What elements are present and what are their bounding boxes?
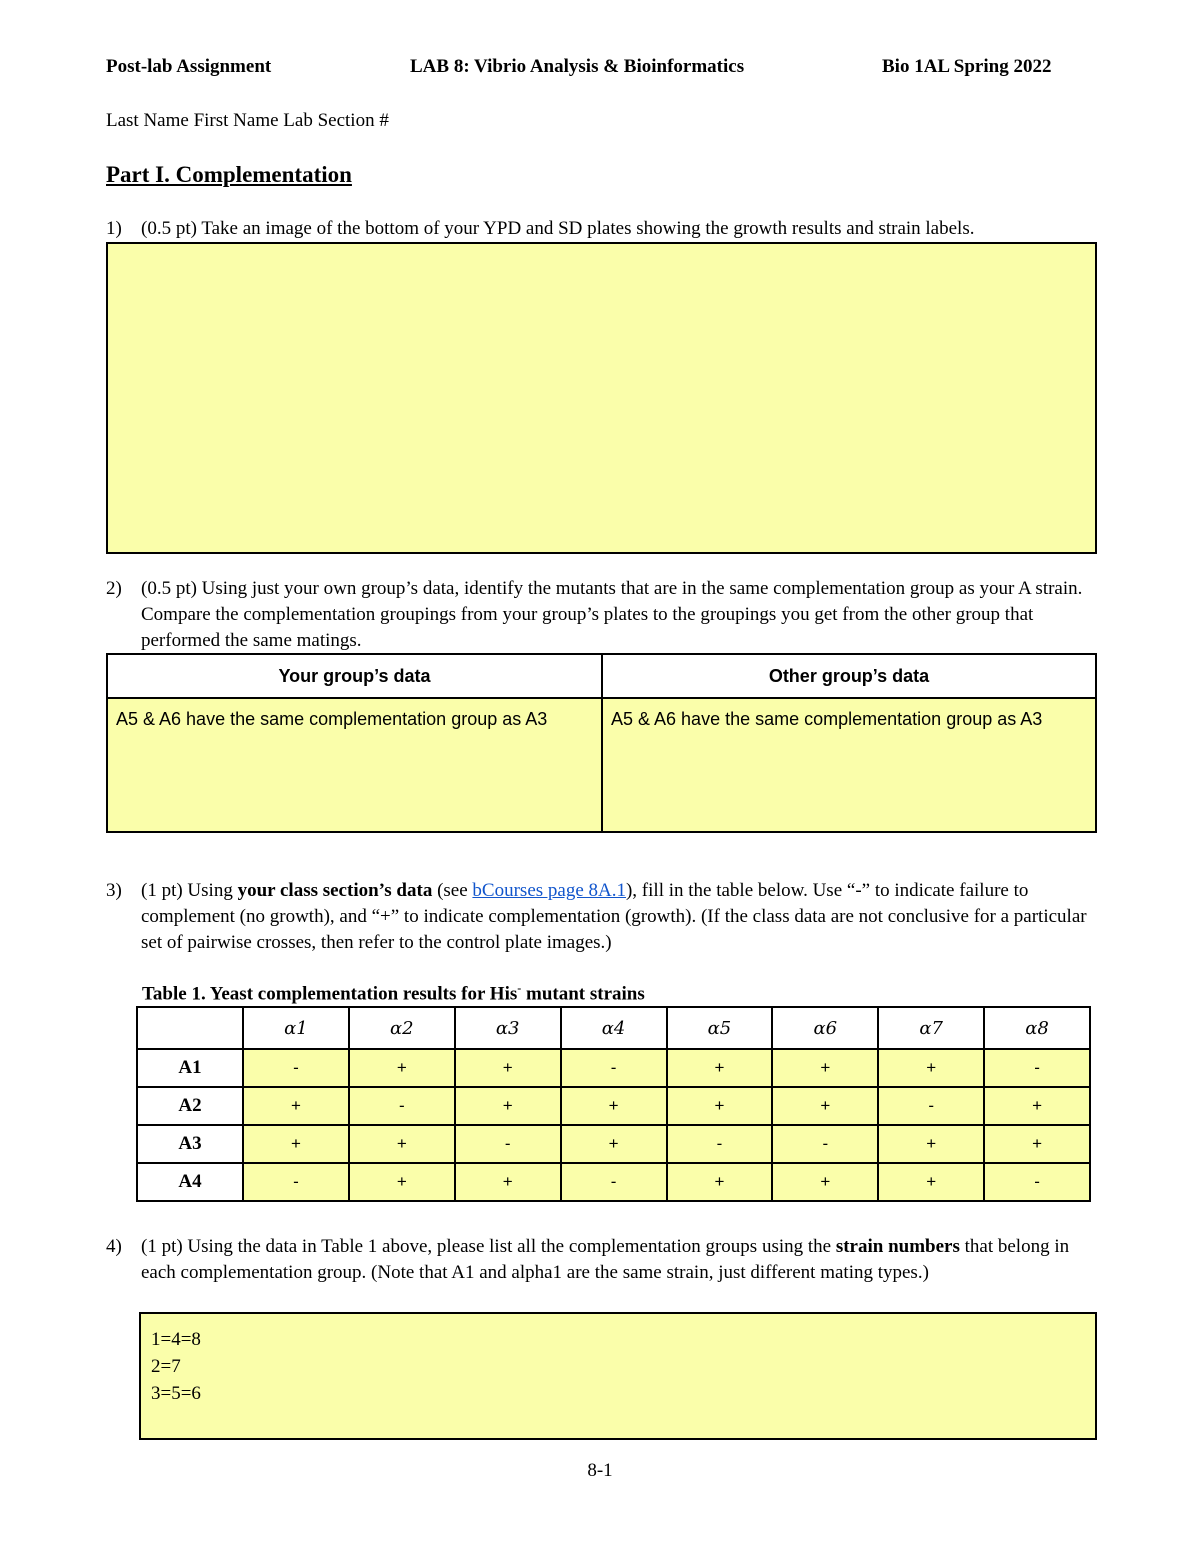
question-1 — [106, 216, 1096, 242]
row-header: A4 — [137, 1163, 243, 1201]
answer-4-line: 2=7 — [151, 1356, 181, 1377]
result-cell[interactable]: - — [349, 1087, 455, 1125]
question-4-number: 4) — [106, 1236, 122, 1257]
row-header: A3 — [137, 1125, 243, 1163]
your-group-answer[interactable]: A5 & A6 have the same complementation group as A3 — [107, 698, 602, 832]
result-cell[interactable]: - — [878, 1087, 984, 1125]
result-cell[interactable]: - — [667, 1125, 773, 1163]
column-header-alpha3: α3 — [455, 1007, 561, 1049]
result-cell[interactable]: - — [455, 1125, 561, 1163]
question-3-text-a: (1 pt) Using — [141, 880, 238, 901]
column-header-alpha5: α5 — [667, 1007, 773, 1049]
table-row — [137, 1163, 1090, 1201]
result-cell[interactable]: + — [455, 1049, 561, 1087]
result-cell[interactable]: - — [984, 1049, 1090, 1087]
question-4-text-a: (1 pt) Using the data in Table 1 above, please list all the complementation groups using the — [141, 1236, 836, 1257]
result-cell[interactable]: + — [455, 1087, 561, 1125]
other-group-header: Other group’s data — [602, 654, 1096, 698]
result-cell[interactable]: + — [561, 1125, 667, 1163]
question-2-number: 2) — [106, 578, 122, 599]
table-corner-cell — [137, 1007, 243, 1049]
column-header-alpha2: α2 — [349, 1007, 455, 1049]
question-2-text: (0.5 pt) Using just your own group’s data, identify the mutants that are in the same complementation group as your A strain. Compare the complementation groupings from your group’s plates to the groupings you get from the other group that performed the same matings. — [141, 578, 1083, 651]
question-3-text — [141, 878, 1096, 956]
group-comparison-table — [106, 653, 1097, 833]
bcourses-link[interactable]: bCourses page 8A.1 — [472, 880, 626, 901]
table-row — [137, 1087, 1090, 1125]
question-1-text: (0.5 pt) Take an image of the bottom of your YPD and SD plates showing the growth results and strain labels. — [141, 218, 975, 239]
question-3 — [106, 878, 1096, 956]
result-cell[interactable]: + — [349, 1125, 455, 1163]
result-cell[interactable]: - — [984, 1163, 1090, 1201]
answer-1-image-box[interactable] — [106, 242, 1097, 554]
row-header: A2 — [137, 1087, 243, 1125]
result-cell[interactable]: + — [984, 1087, 1090, 1125]
column-header-alpha7: α7 — [878, 1007, 984, 1049]
result-cell[interactable]: + — [667, 1087, 773, 1125]
result-cell[interactable]: + — [667, 1163, 773, 1201]
header-left: Post-lab Assignment — [106, 56, 272, 77]
column-header-alpha4: α4 — [561, 1007, 667, 1049]
result-cell[interactable]: + — [772, 1163, 878, 1201]
result-cell[interactable]: - — [243, 1049, 349, 1087]
table-row — [137, 1125, 1090, 1163]
result-cell[interactable]: - — [772, 1125, 878, 1163]
answer-4-line: 3=5=6 — [151, 1383, 201, 1404]
question-3-text-bold: your class section’s data — [237, 880, 433, 901]
result-cell[interactable]: + — [243, 1087, 349, 1125]
table-row — [137, 1049, 1090, 1087]
your-group-header: Your group’s data — [107, 654, 602, 698]
question-1-number: 1) — [106, 218, 122, 239]
result-cell[interactable]: + — [772, 1087, 878, 1125]
result-cell[interactable]: + — [878, 1125, 984, 1163]
result-cell[interactable]: + — [455, 1163, 561, 1201]
result-cell[interactable]: + — [984, 1125, 1090, 1163]
result-cell[interactable]: + — [349, 1049, 455, 1087]
part-title: Part I. Complementation — [106, 162, 352, 187]
table-1-caption-sup: - — [517, 981, 522, 995]
result-cell[interactable]: + — [243, 1125, 349, 1163]
row-header: A1 — [137, 1049, 243, 1087]
page-number: 8-1 — [587, 1460, 613, 1481]
question-4-text-bold: strain numbers — [835, 1236, 960, 1257]
table-1-caption — [142, 981, 645, 1005]
question-4 — [106, 1234, 1096, 1286]
result-cell[interactable]: + — [667, 1049, 773, 1087]
result-cell[interactable]: + — [349, 1163, 455, 1201]
question-3-text-b: (see — [432, 880, 473, 901]
question-3-number: 3) — [106, 880, 122, 901]
result-cell[interactable]: - — [561, 1163, 667, 1201]
question-2 — [106, 576, 1096, 654]
answer-4-box[interactable] — [139, 1312, 1097, 1440]
header-center: LAB 8: Vibrio Analysis & Bioinformatics — [410, 56, 745, 77]
question-4-text — [141, 1234, 1096, 1286]
other-group-answer[interactable]: A5 & A6 have the same complementation group as A3 — [602, 698, 1096, 832]
answer-4-line: 1=4=8 — [151, 1329, 201, 1350]
header-right: Bio 1AL Spring 2022 — [882, 56, 1052, 77]
question-4-text-b: that belong in each complementation group. (Note that A1 and alpha1 are the same strain, just different mating types.) — [141, 1236, 1070, 1283]
result-cell[interactable]: + — [878, 1049, 984, 1087]
table-1-caption-b: mutant strains — [521, 983, 645, 1005]
result-cell[interactable]: + — [561, 1087, 667, 1125]
column-header-alpha1: α1 — [243, 1007, 349, 1049]
column-header-alpha6: α6 — [772, 1007, 878, 1049]
result-cell[interactable]: + — [772, 1049, 878, 1087]
name-line: Last Name First Name Lab Section # — [106, 110, 389, 131]
complementation-table — [136, 1006, 1091, 1202]
table-1-caption-a: Table 1. Yeast complementation results for His — [142, 983, 518, 1005]
result-cell[interactable]: + — [878, 1163, 984, 1201]
column-header-alpha8: α8 — [984, 1007, 1090, 1049]
result-cell[interactable]: - — [243, 1163, 349, 1201]
result-cell[interactable]: - — [561, 1049, 667, 1087]
question-3-text-c: ), fill in the table below. Use “-” to indicate failure to complement (no growth), and “+” to indicate complementation (growth). (If the class data are not conclusive for a particular set of pairwise crosses, then refer to the control plate images.) — [141, 880, 1087, 953]
